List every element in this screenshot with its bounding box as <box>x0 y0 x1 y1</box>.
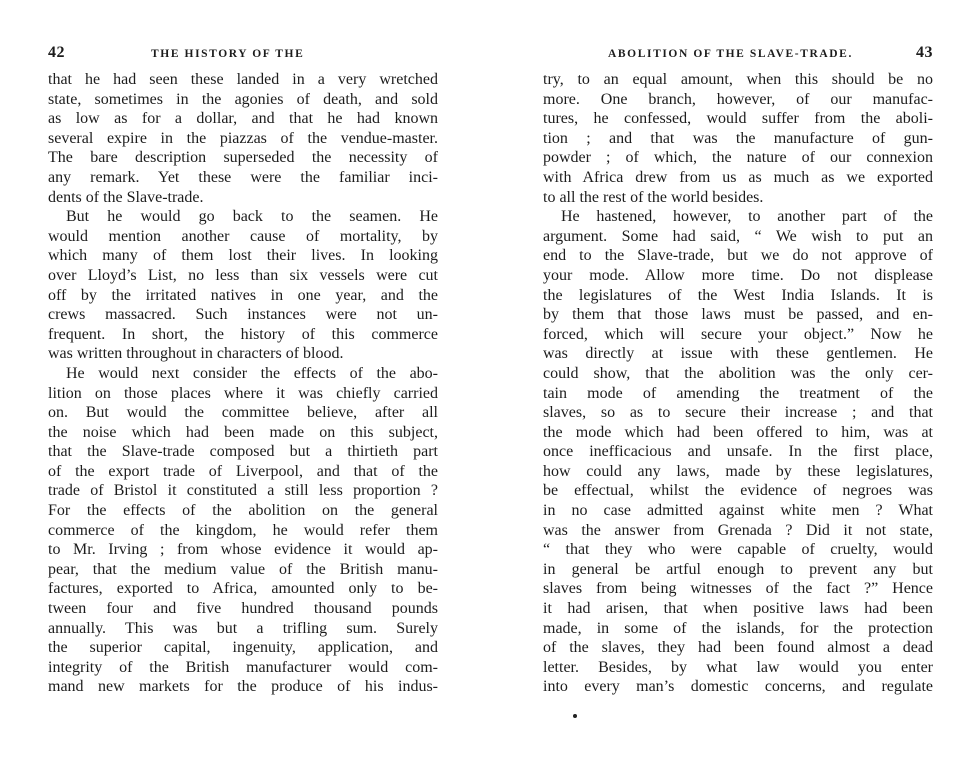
text-line: which many of them lost their lives. In looking <box>48 247 438 265</box>
text-line: the superior capital, ingenuity, application, and <box>48 639 438 657</box>
left-running-head <box>48 44 440 64</box>
right-page <box>490 0 980 768</box>
text-line: integrity of the British manufacturer would com- <box>48 658 438 676</box>
text-line: the legislatures of the West India Islands. It is <box>543 286 933 304</box>
text-line: could show, that the abolition was the only cer- <box>543 364 933 382</box>
text-line: the mode which had been offered to him, was at <box>543 423 933 441</box>
text-line: of the slaves, they had been found almost a dead <box>543 639 933 657</box>
text-line: powder ; of which, the nature of our connexion <box>543 149 933 167</box>
text-line: dents of the Slave-trade. <box>48 188 204 206</box>
text-line: He would next consider the effects of the abo- <box>66 364 438 382</box>
text-line: forced, which will secure your object.” Now he <box>543 325 933 343</box>
text-line: mand new markets for the produce of his indus- <box>48 678 438 696</box>
right-page-body <box>543 70 933 697</box>
text-line: that the Slave-trade composed but a thirtieth part <box>48 443 438 461</box>
text-line: He hastened, however, to another part of the <box>561 208 933 226</box>
text-line: be effectual, whilst the evidence of negroes was <box>543 482 933 500</box>
text-line: tures, he confessed, would suffer from the aboli- <box>543 110 933 128</box>
text-line: once inefficacious and unsafe. In the first place, <box>543 443 933 461</box>
text-line: any remark. Yet these were the familiar inci- <box>48 168 438 186</box>
text-line: end to the Slave-trade, but we do not approve of <box>543 247 933 265</box>
text-line: commerce of the kingdom, he would refer them <box>48 521 438 539</box>
text-line: with Africa drew from us as much as we exported <box>543 168 933 186</box>
text-line: factures, exported to Africa, amounted only to be- <box>48 580 438 598</box>
text-line: as low as for a dollar, and that he had known <box>48 110 438 128</box>
text-line: But he would go back to the seamen. He <box>66 208 438 226</box>
text-line: over Lloyd’s List, no less than six vessels were cut <box>48 266 438 284</box>
text-line: pear, that the medium value of the British manu- <box>48 560 438 578</box>
text-line: to Mr. Irving ; from whose evidence it would ap- <box>48 541 438 559</box>
text-line: try, to an equal amount, when this should be no <box>543 71 933 88</box>
text-line: would mention another cause of mortality, by <box>48 227 438 245</box>
text-line: on. But would the committee believe, after all <box>48 404 438 422</box>
text-line: made, in some of the islands, for the protection <box>543 619 933 637</box>
text-line: For the effects of the abolition on the general <box>48 502 438 520</box>
left-page-number: 42 <box>48 44 65 61</box>
text-line: off by the irritated natives in one year, and the <box>48 286 438 304</box>
right-running-head <box>543 44 933 64</box>
text-line: your mode. Allow more time. Do not displease <box>543 266 933 284</box>
text-line: in no case admitted against white men ? What <box>543 502 933 520</box>
text-line: of the export trade of Liverpool, and that of the <box>48 462 438 480</box>
text-line: was directly at issue with these gentlemen. He <box>543 345 933 363</box>
text-line: letter. Besides, by what law would you enter <box>543 658 933 676</box>
text-line: state, sometimes in the agonies of death, and sold <box>48 90 438 108</box>
text-line: “ that they who were capable of cruelty, would <box>543 541 933 559</box>
left-running-title: THE HISTORY OF THE <box>151 48 305 60</box>
text-line: crews massacred. Such instances were not un- <box>48 306 438 324</box>
text-line: by them that those laws must be passed, and en- <box>543 306 933 324</box>
text-line: argument. Some had said, “ We wish to put an <box>543 227 933 245</box>
text-line: tain mode of amending the treatment of the <box>543 384 933 402</box>
text-line: tween four and five hundred thousand pounds <box>48 600 438 618</box>
text-line: The bare description superseded the necessity of <box>48 149 438 167</box>
text-line: annually. This was but a trifling sum. Surely <box>48 619 438 637</box>
print-speck <box>573 714 577 718</box>
text-line: was written throughout in characters of blood. <box>48 345 344 363</box>
text-line: to all the rest of the world besides. <box>543 188 764 206</box>
text-line: it had arisen, that when positive laws had been <box>543 600 933 618</box>
left-page-body <box>48 70 438 697</box>
text-line: in general be artful enough to prevent any but <box>543 560 933 578</box>
right-running-title: ABOLITION OF THE SLAVE-TRADE. <box>608 48 853 60</box>
text-line: several expire in the piazzas of the vendue-master. <box>48 129 438 147</box>
text-line: slaves from being witnesses of the fact ?” Hence <box>543 580 933 598</box>
text-line: more. One branch, however, of our manufac- <box>543 90 933 108</box>
text-line: tion ; and that was the manufacture of gun- <box>543 129 933 147</box>
text-line: into every man’s domestic concerns, and regulate <box>543 678 933 696</box>
text-line: trade of Bristol it constituted a still less proportion ? <box>48 482 438 500</box>
text-line: that he had seen these landed in a very wretched <box>48 71 438 88</box>
text-line: was the answer from Grenada ? Did it not state, <box>543 521 933 539</box>
right-page-number: 43 <box>916 44 933 61</box>
text-line: slaves, so as to secure their increase ; and that <box>543 404 933 422</box>
text-line: lition on those places where it was chiefly carried <box>48 384 438 402</box>
text-line: how could any laws, made by these legislatures, <box>543 462 933 480</box>
text-line: the noise which had been made on this subject, <box>48 423 438 441</box>
text-line: frequent. In short, the history of this commerce <box>48 325 438 343</box>
